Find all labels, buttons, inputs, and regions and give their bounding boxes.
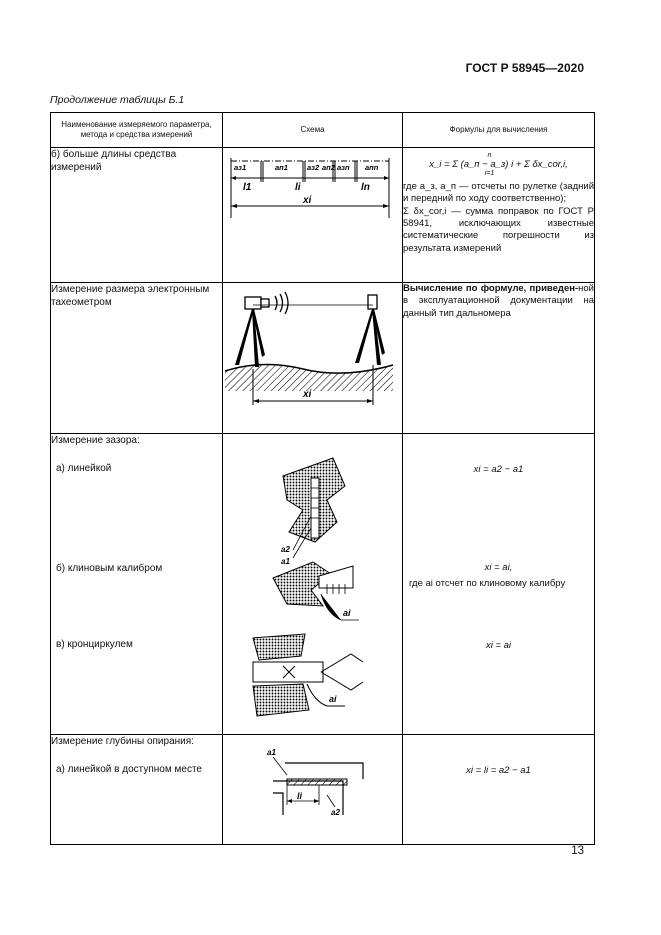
gap-label-a2: a2 [281, 545, 290, 554]
row1-name: б) больше длины средства измерений [51, 149, 177, 173]
row2-formula [403, 283, 594, 320]
header-parameter: Наименование измеряемого параметра, метода и средства измерений [51, 113, 223, 148]
tacheometer-diagram [223, 283, 403, 428]
document-code: ГОСТ Р 58945—2020 [465, 61, 584, 75]
row3-c-formula: xi = ai [485, 640, 512, 651]
support-label-a1: a1 [267, 748, 276, 757]
label-xi: xi [303, 195, 312, 206]
row2-formula-rest: ной в эксплуатационной документации на данный тип дальномера [403, 283, 594, 319]
table-row [51, 434, 595, 735]
row3-c-name: в) кронциркулем [56, 639, 133, 650]
table-row [51, 148, 595, 283]
support-depth-diagram [223, 735, 403, 839]
label-ap1: aп1 [275, 163, 288, 172]
table-header-row [51, 113, 595, 148]
row3-b-formula: xi = ai, [484, 562, 513, 573]
row3-a-name: а) линейкой [56, 463, 112, 474]
row4-a-name: а) линейкой в доступном месте [56, 764, 202, 775]
gap-ruler-diagram [223, 448, 403, 568]
sum-upper: n [487, 152, 492, 159]
label-li: li [295, 182, 301, 193]
row3-a-formula: xi = a2 − a1 [473, 464, 524, 475]
label-ln: ln [361, 182, 370, 193]
support-label-li: li [297, 791, 303, 801]
tacheometer-label-xi: xi [303, 389, 312, 400]
label-l1: l1 [243, 182, 252, 193]
row3-b-desc: где ai отсчет по клиновому калибру [409, 578, 566, 589]
wedge-gauge-diagram [223, 554, 403, 634]
label-ap2: aп2 [322, 163, 335, 172]
table-row [51, 283, 595, 434]
page-number: 13 [571, 845, 584, 857]
caliper-label-ai: ai [329, 694, 337, 704]
row2-name: Измерение размера электронным тахеометром [51, 284, 210, 308]
row1-desc2: Σ δx_cor,i — сумма поправок по ГОСТ Р 58941, исключающих известные систематические погрешности из результата измерений [403, 205, 594, 254]
label-apn: aпn [365, 163, 379, 172]
label-azn: aзn [337, 163, 350, 172]
sum-lower: i=1 [484, 170, 495, 178]
row4-formula: xi = li = a2 − a1 [466, 765, 531, 776]
measurement-table [50, 112, 595, 845]
row1-formula-block [403, 152, 594, 178]
row3-b-name: б) клиновым калибром [56, 563, 163, 574]
support-label-a2: a2 [331, 808, 340, 817]
wedge-label-ai: ai [343, 608, 351, 618]
caliper-diagram [223, 632, 403, 722]
row2-formula-bold: Вычисление по формуле, приведен- [403, 283, 579, 294]
row1-formula: x_i = Σ (a_п − a_з) i + Σ δx_cor,i, [429, 158, 568, 170]
table-row [51, 735, 595, 845]
header-formula: Формулы для вычисления [403, 113, 595, 148]
row3-title: Измерение зазора: [51, 435, 140, 446]
header-scheme: Схема [223, 113, 403, 148]
row1-desc1: где a_з, a_п — отсчеты по рулетке (задний и передний по ходу соответственно); [403, 180, 594, 205]
gap-label-a1: a1 [281, 557, 290, 566]
row4-title: Измерение глубины опирания: [51, 736, 194, 747]
tape-measure-diagram [223, 148, 403, 228]
label-az2: aз2 [307, 163, 320, 172]
table-caption: Продолжение таблицы Б.1 [50, 94, 185, 106]
label-az1: aз1 [234, 163, 247, 172]
